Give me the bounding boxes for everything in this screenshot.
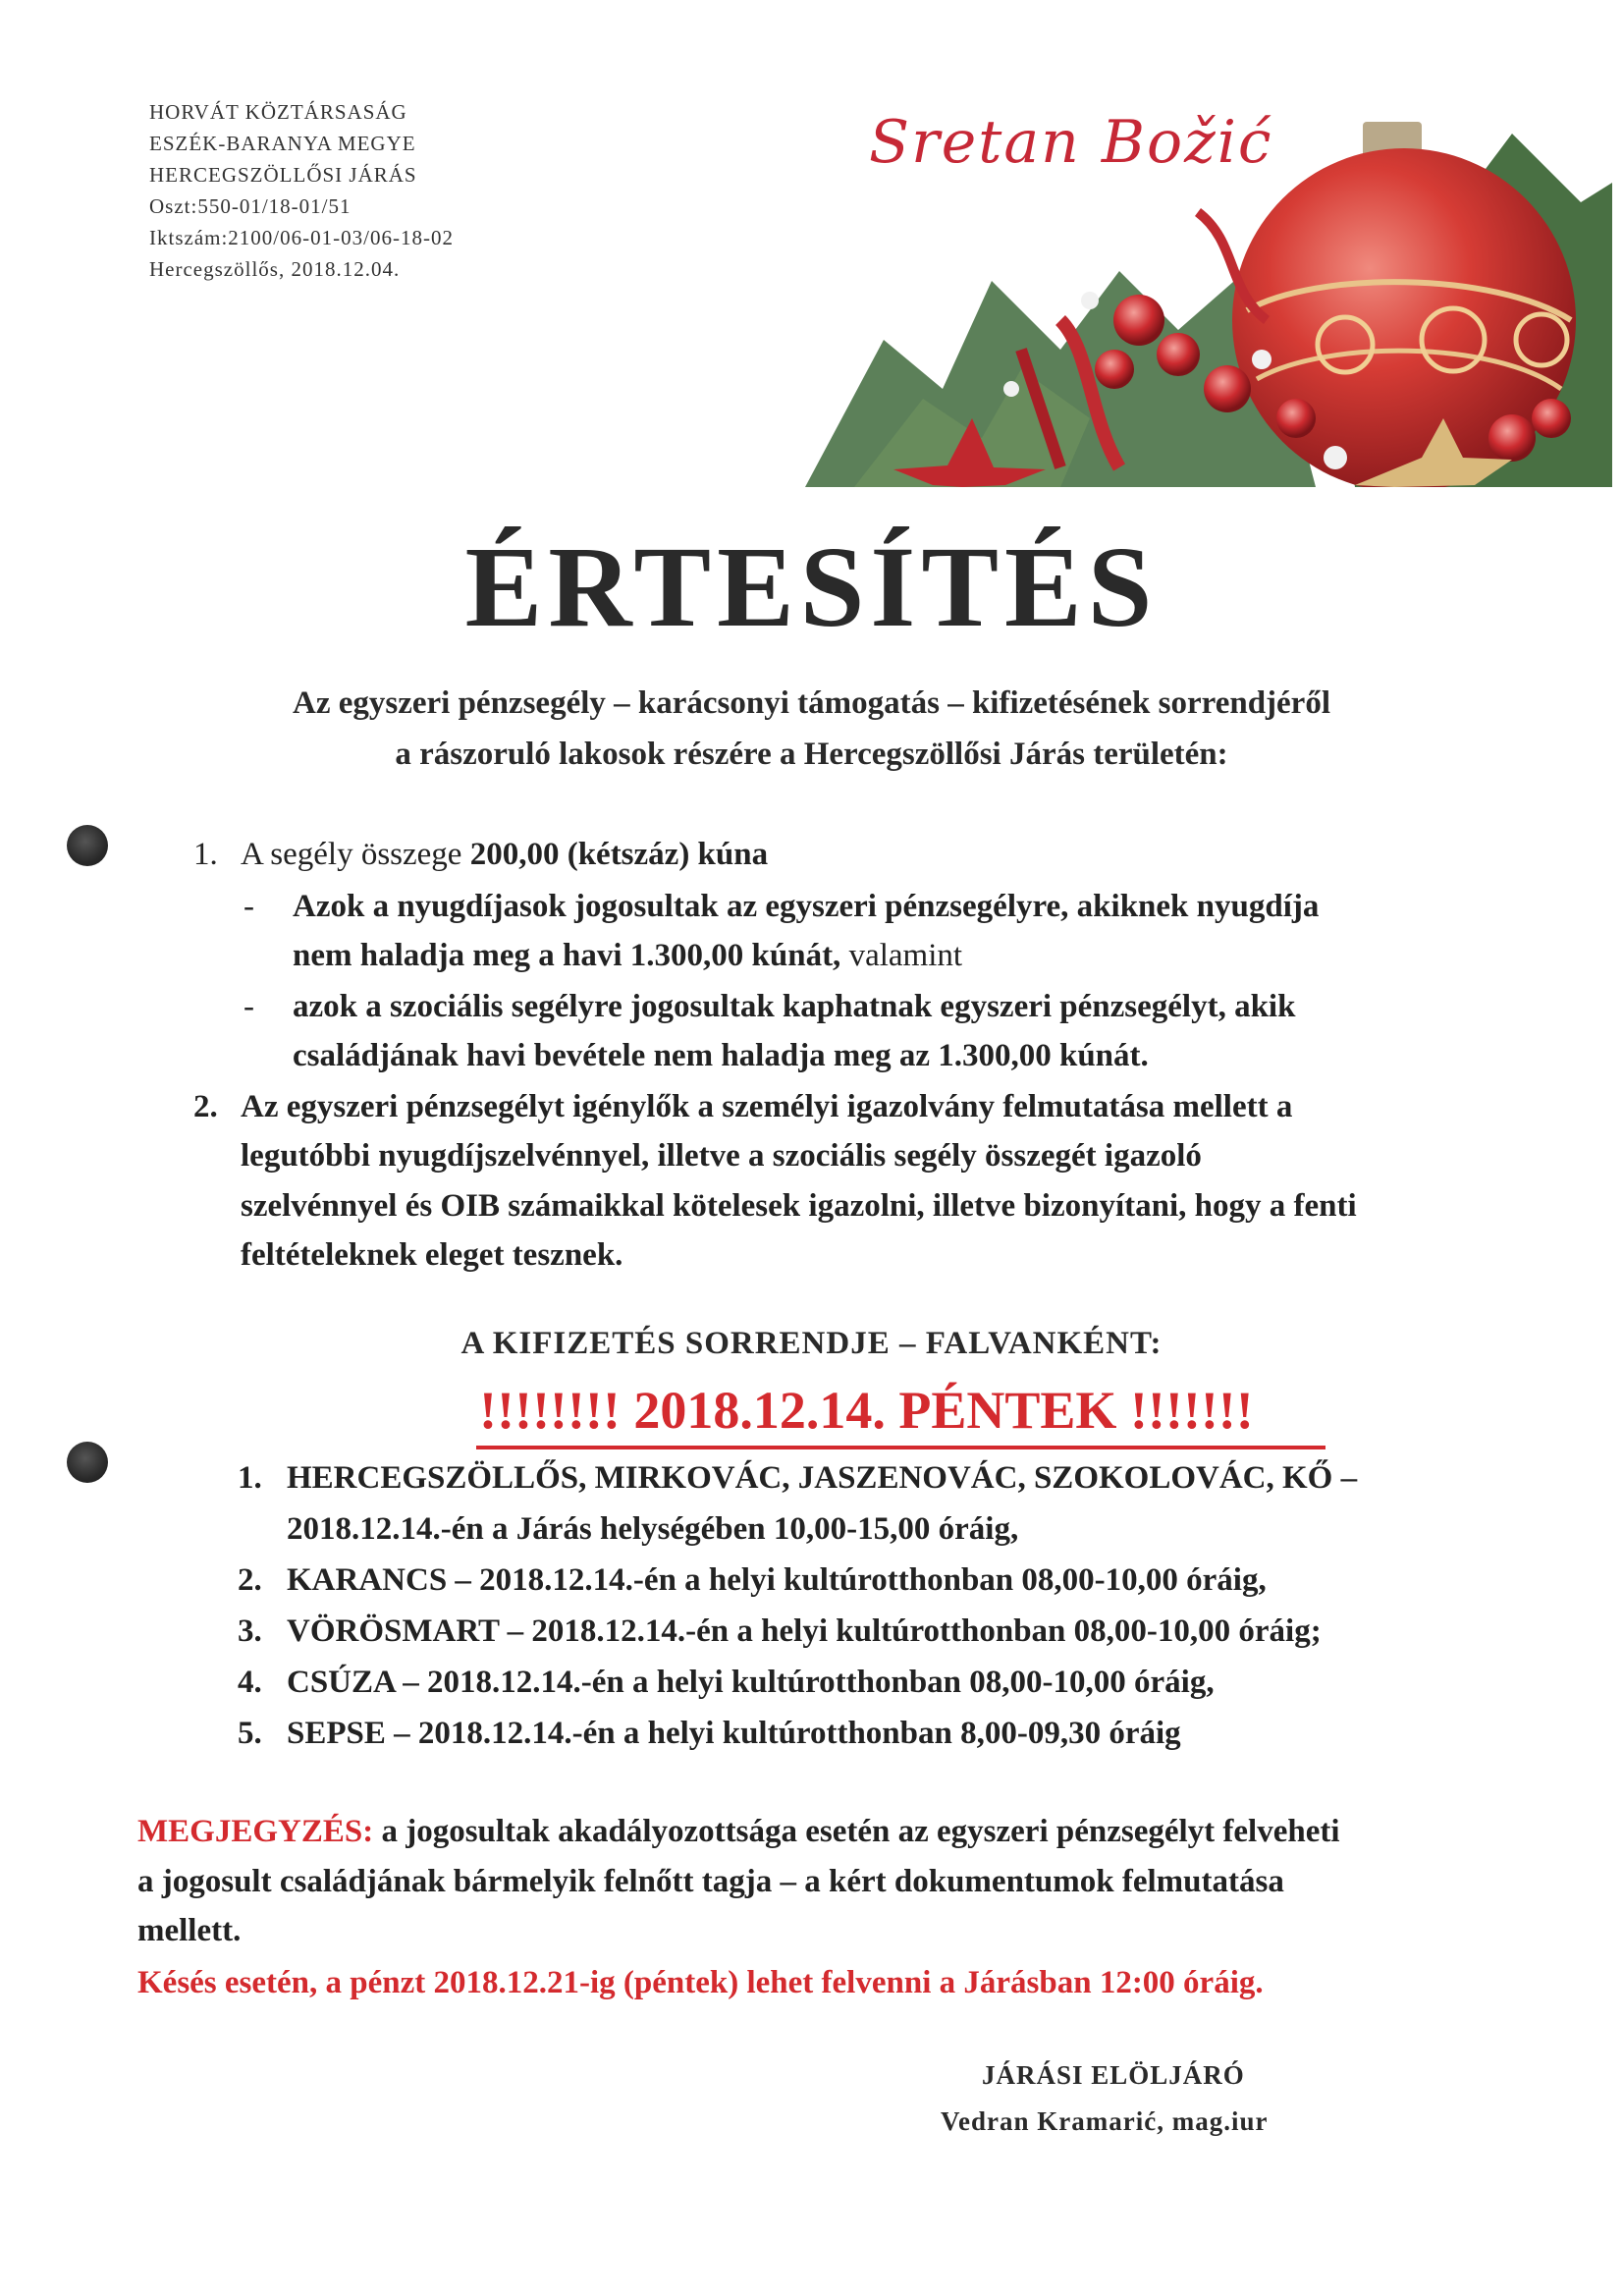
- item-1b-line-2: családjának havi bevétele nem haladja meg az 1.300,00 kúnát.: [293, 1038, 1149, 1073]
- punch-hole-bottom: [67, 1442, 108, 1483]
- item-1a-suffix: valamint: [840, 938, 963, 973]
- item-2-number: 2.: [193, 1089, 218, 1124]
- item-2-line-1: Az egyszeri pénzsegélyt igénylők a személyi igazolvány felmutatása mellett a: [241, 1089, 1293, 1124]
- header-section-number: Oszt:550-01/18-01/51: [149, 194, 352, 218]
- bullet-dash-2: -: [243, 989, 254, 1024]
- item-1-text: [241, 830, 768, 879]
- issuer-header: [149, 96, 454, 285]
- header-place-date: Hercegszöllős, 2018.12.04.: [149, 257, 401, 281]
- item-1a-line-2-bold: nem haladja meg a havi 1.300,00 kúnát,: [293, 938, 841, 973]
- schedule-row-2-text: KARANCS – 2018.12.14.-én a helyi kultúrotthonban 08,00-10,00 óráig,: [287, 1562, 1267, 1598]
- note-line-1: [137, 1807, 1340, 1856]
- subtitle-line-1: Az egyszeri pénzsegély – karácsonyi támogatás – kifizetésének sorrendjéről: [293, 685, 1330, 721]
- schedule-row-3-number: 3.: [238, 1613, 262, 1649]
- header-county: ESZÉK-BARANYA MEGYE: [149, 132, 416, 155]
- note-line-2: a jogosult családjának bármelyik felnőtt tagja – a kért dokumentumok felmutatása: [137, 1864, 1284, 1899]
- header-district: HERCEGSZÖLLŐSI JÁRÁS: [149, 163, 417, 187]
- note-label: MEGJEGYZÉS:: [137, 1814, 374, 1849]
- item-1b-line-1: azok a szociális segélyre jogosultak kaphatnak egyszeri pénzsegélyt, akik: [293, 989, 1296, 1024]
- header-file-number: Iktszám:2100/06-01-03/06-18-02: [149, 226, 454, 249]
- schedule-row-4-text: CSÚZA – 2018.12.14.-én a helyi kultúrotthonban 08,00-10,00 óráig,: [287, 1665, 1215, 1700]
- item-2-line-3: szelvénnyel és OIB számaikkal kötelesek igazolni, illetve bizonyítani, hogy a fenti: [241, 1188, 1357, 1224]
- schedule-row-5-text: SEPSE – 2018.12.14.-én a helyi kultúrotthonban 8,00-09,30 óráig: [287, 1716, 1181, 1751]
- note-line-1-text: a jogosultak akadályozottsága esetén az egyszeri pénzsegélyt felveheti: [373, 1814, 1340, 1849]
- schedule-row-5-number: 5.: [238, 1716, 262, 1751]
- date-underline: [476, 1446, 1325, 1449]
- item-1-prefix: A segély összege: [241, 837, 470, 872]
- item-1a-line-2: [293, 931, 962, 980]
- page-title: ÉRTESÍTÉS: [464, 522, 1159, 651]
- schedule-row-1-continuation: 2018.12.14.-én a Járás helységében 10,00-15,00 óráig,: [287, 1511, 1019, 1547]
- item-1-amount: 200,00 (kétszáz) kúna: [469, 837, 769, 872]
- item-2-line-4: feltételeknek eleget tesznek.: [241, 1237, 623, 1273]
- payment-date-banner: !!!!!!!! 2018.12.14. PÉNTEK !!!!!!!: [479, 1381, 1254, 1440]
- signature-role: JÁRÁSI ELÖLJÁRÓ: [982, 2060, 1245, 2090]
- item-2-line-2: legutóbbi nyugdíjszelvénnyel, illetve a szociális segély összegét igazoló: [241, 1138, 1202, 1174]
- subtitle-line-2: a rászoruló lakosok részére a Hercegszöllősi Járás területén:: [395, 737, 1228, 772]
- schedule-row-1-text: HERCEGSZÖLLŐS, MIRKOVÁC, JASZENOVÁC, SZOKOLOVÁC, KŐ –: [287, 1460, 1358, 1496]
- schedule-row-3-text: VÖRÖSMART – 2018.12.14.-én a helyi kultúrotthonban 08,00-10,00 óráig;: [287, 1613, 1322, 1649]
- item-1-number: 1.: [193, 837, 218, 872]
- schedule-heading: A KIFIZETÉS SORRENDJE – FALVANKÉNT:: [460, 1326, 1163, 1361]
- schedule-row-1-number: 1.: [238, 1460, 262, 1496]
- schedule-row-4-number: 4.: [238, 1665, 262, 1700]
- item-1a-line-1: Azok a nyugdíjasok jogosultak az egyszeri pénzsegélyre, akiknek nyugdíja: [293, 889, 1320, 924]
- note-line-3: mellett.: [137, 1913, 242, 1948]
- christmas-greeting: Sretan Božić: [869, 108, 1273, 177]
- signature-name: Vedran Kramarić, mag.iur: [941, 2106, 1269, 2136]
- header-country: HORVÁT KÖZTÁRSASÁG: [149, 100, 407, 124]
- late-pickup-notice: Késés esetén, a pénzt 2018.12.21-ig (péntek) lehet felvenni a Járásban 12:00 óráig.: [137, 1965, 1264, 2000]
- schedule-row-2-number: 2.: [238, 1562, 262, 1598]
- bullet-dash-1: -: [243, 889, 254, 924]
- punch-hole-top: [67, 825, 108, 866]
- subtitle: [0, 678, 1623, 780]
